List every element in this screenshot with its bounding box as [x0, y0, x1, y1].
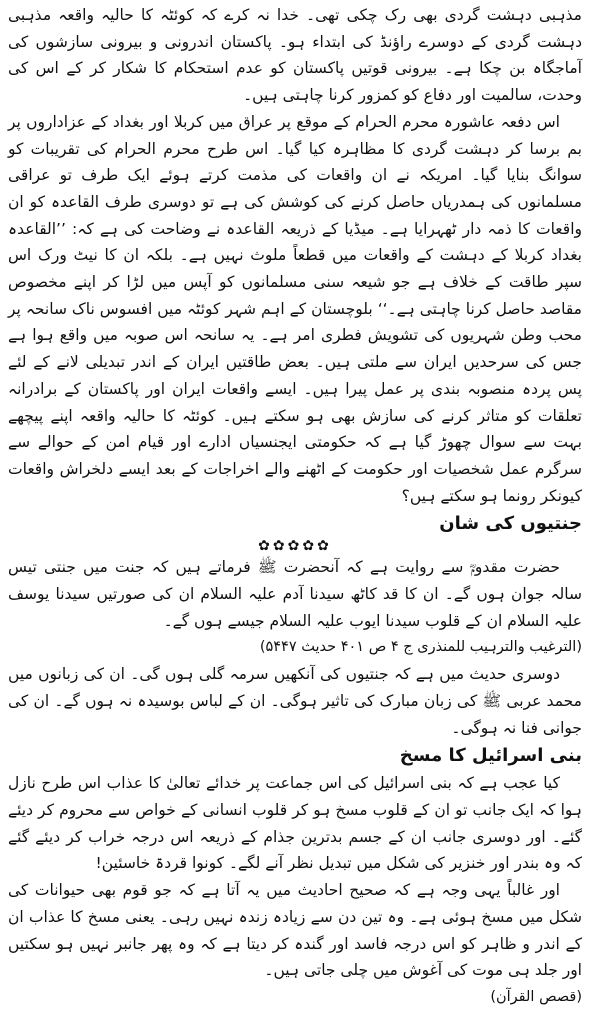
reference-citation: (الترغیب والترہیب للمنذری ج ۴ ص ۴۰۱ حدیث ۵۴۴۷)	[259, 639, 582, 656]
article-section-quetta	[8, 2, 582, 509]
paragraph: حضرت مقدومؓ سے روایت ہے کہ آنحضرت ﷺ فرماتے ہیں کہ جنت میں جنتی تیس سالہ جوان ہوں گے۔ ان کا قد کاٹھ سیدنا آدم علیہ السلام ان کی صورتیں سیدنا یوسف علیہ السلام ان کے قلوب سیدنا ایوب علیہ السلام جیسے ہوں گے۔	[8, 558, 582, 630]
paragraph: اور غالباً یہی وجہ ہے کہ صحیح احادیث میں یہ آتا ہے کہ جو قوم بھی حیوانات کی شکل میں مسخ ہوئی ہے۔ وہ تین دن سے زیادہ زندہ نہیں رہی۔ یعنی مسخ کا عذاب ان کے اندر و ظاہر کو اس درجہ فاسد اور گندہ کر دیتا ہے کہ وہ پھر جانبر نہیں ہو سکتیں اور جلد ہی موت کی آغوش میں چلی جاتی ہیں۔	[8, 881, 582, 980]
article-section-jannat	[8, 510, 582, 741]
paragraph: دوسری حدیث میں ہے کہ جنتیوں کی آنکھیں سرمہ گلی ہوں گی۔ ان کی زبانوں میں محمد عربی ﷺ کی زبان مبارک کی تاثیر ہوگی۔ ان کے لباس بوسیدہ نہ ہوں گے۔ ان کی جوانی فنا نہ ہوگی۔	[8, 665, 582, 737]
section-heading: بنی اسرائیل کا مسخ	[399, 745, 582, 767]
ornament-divider: ✿✿✿✿✿	[258, 538, 332, 555]
reference-citation: (قصص القرآن)	[490, 988, 582, 1005]
section-heading: جنتیوں کی شان	[439, 513, 582, 535]
paragraph: مذہبی دہشت گردی بھی رک چکی تھی۔ خدا نہ کرے کہ کوئٹہ کا حالیہ واقعہ مذہبی دہشت گردی کے دوسرے راؤنڈ کی ابتداء ہو۔ پاکستان اندرونی و بیرونی سازشوں کی آماجگاہ بن چکا ہے۔ بیرونی قوتیں پاکستان کو عدم استحکام کا شکار کر کے اس کی وحدت، سالمیت اور دفاع کو کمزور کرنا چاہتی ہیں۔	[8, 6, 582, 105]
paragraph: اس دفعہ عاشورہ محرم الحرام کے موقع پر عراق میں کربلا اور بغداد کے عزاداروں پر بم برسا کر دہشت گردی کا مظاہرہ کیا گیا۔ اس طرح محرم الحرام کی تقریبات کو سوانگ بنایا گیا۔ امریکہ نے ان واقعات کی مذمت کرتے ہوئے ایک طرف تو عراقی مسلمانوں کی ہمدریاں حاصل کرنے کی کوشش کی ہے تو دوسری طرف القاعدہ کو ان واقعات کا ذمہ دار ٹھہرایا ہے۔ میڈیا کے ذریعہ القاعدہ نے وضاحت کی ہے کہ: ’’القاعدہ بغداد کربلا کے دہشت کے واقعات میں قطعاً ملوث نہیں ہے۔ بلکہ ان کا نیٹ ورک اس سپر طاقت کے خلاف ہے جو شیعہ سنی مسلمانوں کو آپس میں لڑا کر اپنے مخصوص مقاصد حاصل کرنا چاہتی ہے۔‘‘ بلوچستان کے اہم شہر کوئٹہ میں افسوس ناک سانحہ پر محب وطن شہریوں کی تشویش فطری امر ہے۔ یہ سانحہ اس صوبہ میں واقع ہوا ہے جس کی سرحدیں ایران سے ملتی ہیں۔ بعض طاقتیں ایران کے اندر تبدیلی لانے کے لئے پس پردہ منصوبہ بندی پر عمل پیرا ہیں۔ ایسے واقعات ایران اور پاکستان کے برادرانہ تعلقات کو متاثر کرنے کی سازش بھی ہو سکتے ہیں۔ کوئٹہ کا حالیہ واقعہ اپنے پیچھے بہت سے سوال چھوڑ گیا ہے کہ حکومتی ایجنسیاں ادارے اور قیام امن کے حوالے سے سرگرم عمل شخصیات اور حکومت کے اٹھنے والے اخراجات کے بعد ایسے دلخراش واقعات کیونکر رونما ہو سکتے ہیں؟	[8, 112, 582, 505]
paragraph: کیا عجب ہے کہ بنی اسرائیل کی اس جماعت پر خدائے تعالیٰ کا عذاب اس طرح نازل ہوا کہ ایک جانب تو ان کے قلوب مسخ ہو کر قلوب انسانی کے خواص سے محروم کر دیئے گئے۔ اور دوسری جانب ان کے جسم بدترین جذام کے ذریعہ اس درجہ خراب کر دیئے گئے کہ وہ بندر اور خنزیر کی شکل میں تبدیل نظر آنے لگے۔ کونوا قردۃ خاسئین!	[8, 774, 582, 873]
article-section-bani-israel	[8, 742, 582, 1010]
